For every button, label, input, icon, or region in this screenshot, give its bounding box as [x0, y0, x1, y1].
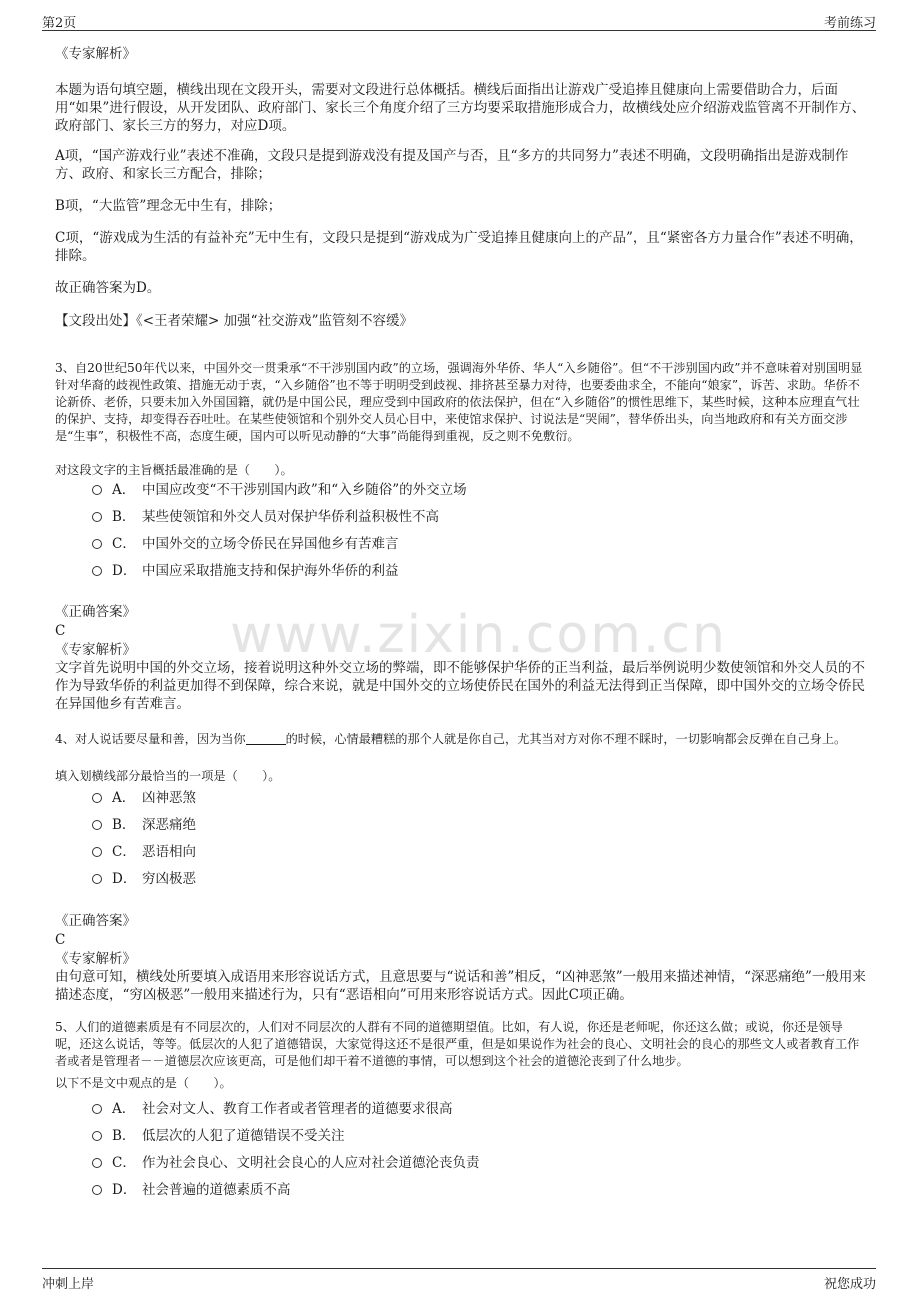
radio-icon[interactable] — [92, 1158, 102, 1168]
footer-right: 祝您成功 — [823, 1277, 876, 1292]
q4-answer: C — [55, 932, 66, 948]
q4-option-d[interactable]: D． 穷凶极恶 — [92, 870, 196, 888]
footer-left: 冲刺上岸 — [42, 1277, 95, 1292]
q2-conclusion: 故正确答案为D。 — [55, 280, 161, 296]
q5-option-a[interactable]: A． 社会对文人、教育工作者或者管理者的道德要求很高 — [92, 1100, 453, 1118]
q3-option-a[interactable]: A． 中国应改变“不干涉别国内政”和“入乡随俗”的外交立场 — [92, 481, 467, 499]
page-header — [42, 10, 876, 31]
page-footer — [42, 1268, 876, 1291]
q4-analysis: 由句意可知，横线处所要填入成语用来形容说话方式，且意思要与“说话和善”相反，“凶神恶煞”一般用来描述神情，“深恶痛绝”一般用来描述态度，“穷凶极恶”一般用来描述行为，只有“恶语相向”可用来形容说话方式。因此C项正确。 — [55, 969, 866, 1003]
radio-icon[interactable] — [92, 1185, 102, 1195]
q4-answer-heading: 《正确答案》 — [55, 913, 136, 929]
q4-question: 填入划横线部分最恰当的一项是（ ）。 — [55, 769, 281, 783]
radio-icon[interactable] — [92, 539, 102, 549]
radio-icon[interactable] — [92, 820, 102, 830]
radio-icon[interactable] — [92, 512, 102, 522]
q4-option-a[interactable]: A． 凶神恶煞 — [92, 789, 196, 807]
watermark: www.zixin.com.cn — [230, 605, 727, 665]
radio-icon[interactable] — [92, 566, 102, 576]
q2-analysis: 本题为语句填空题，横线出现在文段开头，需要对文段进行总体概括。横线后面指出让游戏广受追捧且健康向上需要借助合力，后面用“如果”进行假设，从开发团队、政府部门、家长三个角度介绍了三方均要采取措施形成合力，故横线处应介绍游戏监管离不开制作方、政府部门、家长三方的努力，对应D项。 — [55, 82, 866, 134]
radio-icon[interactable] — [92, 1104, 102, 1114]
radio-icon[interactable] — [92, 847, 102, 857]
q2-option-b-analysis: B项，“大监管”理念无中生有，排除； — [55, 198, 282, 214]
radio-icon[interactable] — [92, 874, 102, 884]
q4-option-b[interactable]: B． 深恶痛绝 — [92, 816, 196, 834]
q3-analysis: 文字首先说明中国的外交立场，接着说明这种外交立场的弊端，即不能够保护华侨的正当利益，最后举例说明少数使领馆和外交人员的不作为导致华侨的利益更加得不到保障，综合来说，就是中国外交的立场使侨民在国外的利益无法得到正当保障，即中国外交的立场令侨民在异国他乡有苦难言。 — [55, 660, 865, 712]
q2-source: 【文段出处】《<王者荣耀> 加强“社交游戏”监管刻不容缓》 — [55, 313, 413, 329]
q4-stem: 4、对人说话要尽量和善，因为当你 的时候，心情最糟糕的那个人就是你自己，尤其当对方对你不理不睬时，一切影响都会反弹在自己身上。 — [55, 732, 847, 746]
fill-blank — [246, 744, 286, 745]
page-number: 第2页 — [42, 16, 77, 31]
radio-icon[interactable] — [92, 1131, 102, 1141]
q2-expert-heading: 《专家解析》 — [55, 46, 136, 62]
q3-stem: 3、自20世纪50年代以来，中国外交一贯秉承“不干涉别国内政”的立场，强调海外华侨、华人“入乡随俗”。但“不干涉别国内政”并不意味着对别国明显针对华裔的歧视性政策、措施无动于衷，“入乡随俗”也不等于明明受到歧视、排挤甚至暴力对待，也要委曲求全，不能向“娘家”，诉苦、求助。华侨不论新侨、老侨，只要未加入外国国籍，就仍是中国公民，理应受到中国政府的依法保护，但在“入乡随俗”的惯性思维下，某些时候，这种本应理直气壮的保护、支持，却变得吞吞吐吐。在某些使领馆和个别外交人员心目中，来使馆求保护、讨说法是“哭闹”，替华侨出头，向当地政府和有关方面交涉是“生事”，积极性不高，态度生硬，国内可以听见动静的“大事”尚能得到重视，反之则不免敷衍。 — [55, 361, 863, 443]
q5-option-c[interactable]: C． 作为社会良心、文明社会良心的人应对社会道德沦丧负责 — [92, 1154, 480, 1172]
q5-question: 以下不是文中观点的是（ ）。 — [55, 1076, 232, 1090]
q3-expert-heading: 《专家解析》 — [55, 642, 136, 658]
radio-icon[interactable] — [92, 793, 102, 803]
q5-stem: 5、人们的道德素质是有不同层次的，人们对不同层次的人群有不同的道德期望值。比如，有人说，你还是老师呢，你还这么做；或说，你还是领导呢，还这么说话，等等。低层次的人犯了道德错误，大家觉得这还不是很严重，但是如果说作为社会的良心、文明社会的良心的那些文人或者教育工作者或者是管理者－－道德层次应该更高，可是他们却干着不道德的事情，可以想到这个社会的道德沦丧到了什么地步。 — [55, 1020, 860, 1068]
radio-icon[interactable] — [92, 485, 102, 495]
q3-option-c[interactable]: C． 中国外交的立场令侨民在异国他乡有苦难言 — [92, 535, 399, 553]
q2-option-c-analysis: C项，“游戏成为生活的有益补充”无中生有，文段只是提到“游戏成为广受追捧且健康向上的产品”，且“紧密各方力量合作”表述不明确，排除。 — [55, 230, 863, 264]
q4-expert-heading: 《专家解析》 — [55, 951, 136, 967]
q3-option-d[interactable]: D． 中国应采取措施支持和保护海外华侨的利益 — [92, 562, 399, 580]
header-title: 考前练习 — [823, 16, 876, 31]
q3-option-b[interactable]: B． 某些使领馆和外交人员对保护华侨利益积极性不高 — [92, 508, 439, 526]
q3-question: 对这段文字的主旨概括最准确的是（ ）。 — [55, 463, 293, 477]
q4-option-c[interactable]: C． 恶语相向 — [92, 843, 196, 861]
q5-option-d[interactable]: D． 社会普遍的道德素质不高 — [92, 1181, 291, 1199]
q5-option-b[interactable]: B． 低层次的人犯了道德错误不受关注 — [92, 1127, 345, 1145]
q3-answer-heading: 《正确答案》 — [55, 604, 136, 620]
q2-option-a-analysis: A项，“国产游戏行业”表述不准确，文段只是提到游戏没有提及国产与否，且“多方的共同努力”表述不明确，文段明确指出是游戏制作方、政府、和家长三方配合，排除； — [55, 148, 849, 182]
q3-answer: C — [55, 623, 66, 639]
